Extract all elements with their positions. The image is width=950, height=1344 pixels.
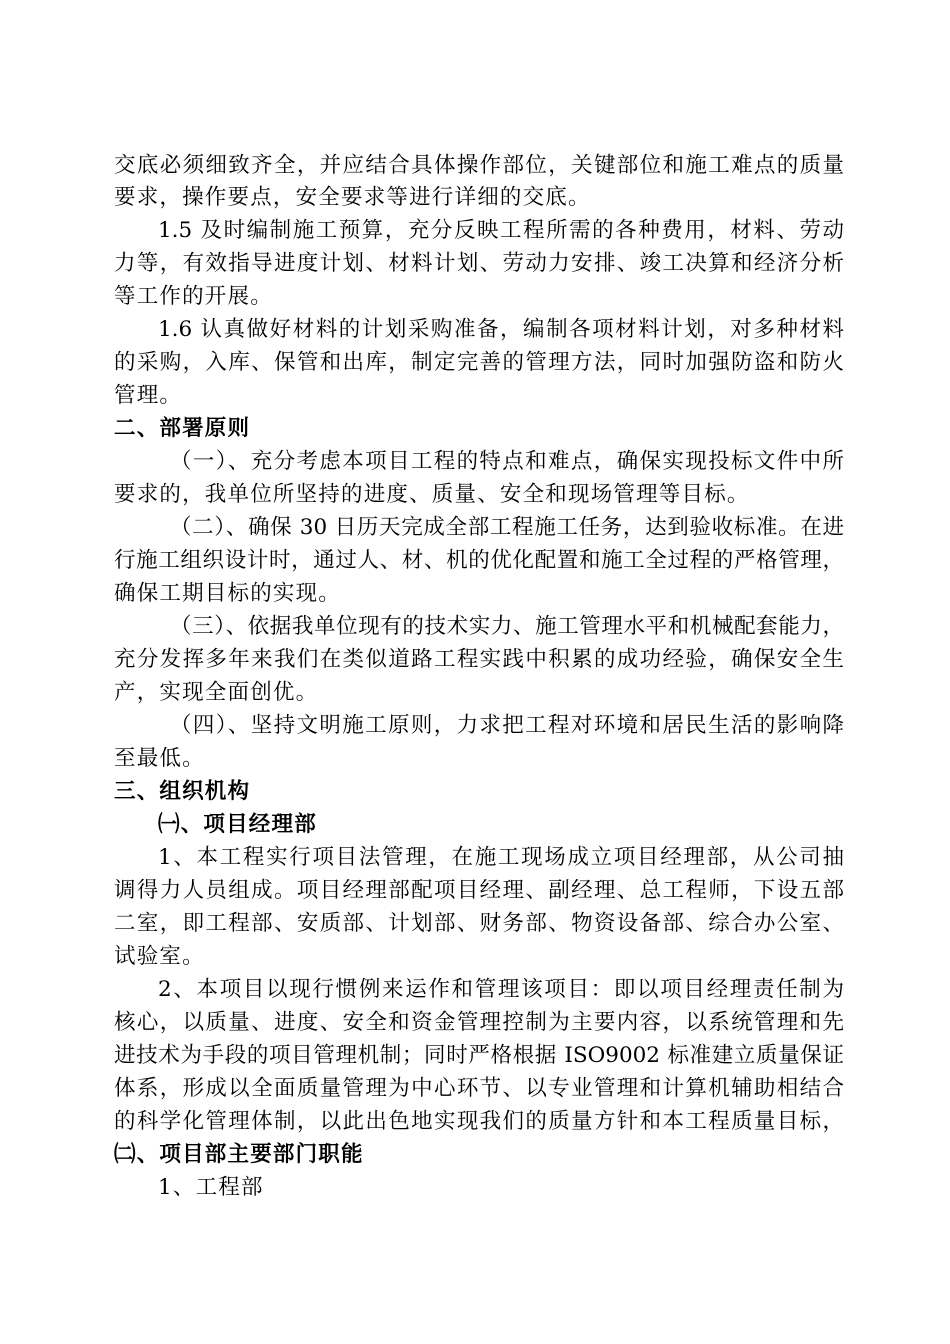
text-line: 体系，形成以全面质量管理为中心环节、以专业管理和计算机辅助相结合 — [114, 1076, 844, 1101]
text-line: （四）、坚持文明施工原则，力求把工程对环境和居民生活的影响降 — [170, 713, 844, 738]
subsection-heading: ㈠、项目经理部 — [158, 812, 317, 837]
text-line: 要求的，我单位所坚持的进度、质量、安全和现场管理等目标。 — [114, 482, 750, 507]
section-heading: 二、部署原则 — [114, 416, 251, 441]
text-line: 确保工期目标的实现。 — [114, 581, 342, 606]
text-line: （一）、充分考虑本项目工程的特点和难点，确保实现投标文件中所 — [170, 449, 844, 474]
text-line: 管理。 — [114, 383, 183, 408]
text-line: 行施工组织设计时，通过人、材、机的优化配置和施工全过程的严格管理， — [114, 548, 844, 573]
text-line: 1.5 及时编制施工预算，充分反映工程所需的各种费用，材料、劳动 — [158, 218, 844, 243]
text-line: 交底必须细致齐全，并应结合具体操作部位，关键部位和施工难点的质量 — [114, 153, 844, 178]
text-line: 的采购，入库、保管和出库，制定完善的管理方法，同时加强防盗和防火 — [114, 350, 844, 375]
text-line: 产，实现全面创优。 — [114, 680, 319, 705]
text-line: 力等，有效指导进度计划、材料计划、劳动力安排、竣工决算和经济分析 — [114, 251, 844, 276]
text-line: 1、本工程实行项目法管理，在施工现场成立项目经理部，从公司抽 — [158, 845, 844, 870]
text-line: 的科学化管理体制，以此出色地实现我们的质量方针和本工程质量目标， — [114, 1109, 844, 1134]
text-line: 1、工程部 — [158, 1175, 264, 1200]
text-line: 进技术为手段的项目管理机制；同时严格根据 ISO9002 标准建立质量保证 — [114, 1043, 844, 1068]
text-line: 2、本项目以现行惯例来运作和管理该项目：即以项目经理责任制为 — [158, 977, 844, 1002]
text-line: 二室，即工程部、安质部、计划部、财务部、物资设备部、综合办公室、 — [114, 911, 844, 936]
text-line: 1.6 认真做好材料的计划采购准备，编制各项材料计划，对多种材料 — [158, 317, 844, 342]
text-line: 等工作的开展。 — [114, 284, 273, 309]
text-line: 调得力人员组成。项目经理部配项目经理、副经理、总工程师，下设五部 — [114, 878, 844, 903]
text-line: 至最低。 — [114, 746, 205, 771]
subsection-heading: ㈡、项目部主要部门职能 — [114, 1142, 364, 1167]
text-line: （三）、依据我单位现有的技术实力、施工管理水平和机械配套能力， — [170, 614, 844, 639]
text-line: 要求，操作要点，安全要求等进行详细的交底。 — [114, 185, 591, 210]
text-line: 核心，以质量、进度、安全和资金管理控制为主要内容，以系统管理和先 — [114, 1010, 844, 1035]
text-line: 充分发挥多年来我们在类似道路工程实践中积累的成功经验，确保安全生 — [114, 647, 844, 672]
text-line: （二）、确保 30 日历天完成全部工程施工任务，达到验收标准。在进 — [170, 515, 844, 540]
text-line: 试验室。 — [114, 944, 205, 969]
section-heading: 三、组织机构 — [114, 779, 251, 804]
